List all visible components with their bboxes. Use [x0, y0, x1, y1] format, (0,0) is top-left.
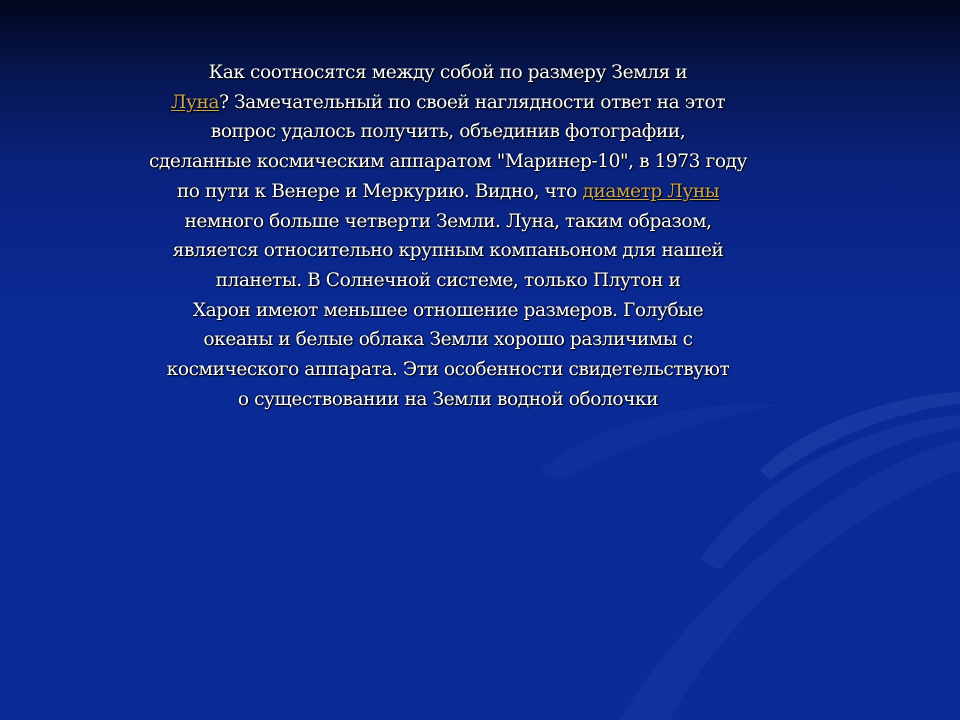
line-text: немного больше четверти Земли. Луна, таким образом, — [184, 210, 712, 232]
text-line-2 — [118, 88, 778, 118]
line-text: сделанные космическим аппаратом "Маринер-10", в 1973 году — [148, 151, 748, 173]
text-line-6 — [118, 207, 778, 237]
line-text: космического аппарата. Эти особенности свидетельствуют — [166, 359, 730, 381]
text-line-12 — [118, 385, 778, 415]
text-line-4 — [118, 147, 778, 177]
slide-body-text — [118, 58, 778, 414]
text-line-1 — [118, 58, 778, 88]
text-line-3 — [118, 117, 778, 147]
moon-diameter-link[interactable]: диаметр Луны — [582, 180, 720, 202]
line-text: Как соотносятся между собой по размеру Земля и — [208, 62, 688, 83]
line-text: о существовании на Земли водной оболочки — [237, 388, 659, 410]
line-text: ? Замечательный по своей наглядности ответ на этот — [219, 91, 726, 113]
line-text: по пути к Венере и Меркурию. Видно, что — [176, 180, 583, 202]
line-text: является относительно крупным компаньоном для нашей — [172, 240, 724, 262]
text-line-10 — [118, 325, 778, 355]
text-line-11 — [118, 355, 778, 385]
line-text: Харон имеют меньшее отношение размеров. Голубые — [192, 299, 704, 321]
text-line-8 — [118, 266, 778, 296]
moon-link[interactable]: Луна — [170, 91, 220, 113]
text-line-9 — [118, 296, 778, 326]
text-line-5 — [118, 177, 778, 207]
line-text: вопрос удалось получить, объединив фотографии, — [210, 121, 686, 143]
line-text: планеты. В Солнечной системе, только Плутон и — [215, 269, 681, 291]
text-line-7 — [118, 236, 778, 266]
line-text: океаны и белые облака Земли хорошо различимы с — [203, 329, 693, 351]
